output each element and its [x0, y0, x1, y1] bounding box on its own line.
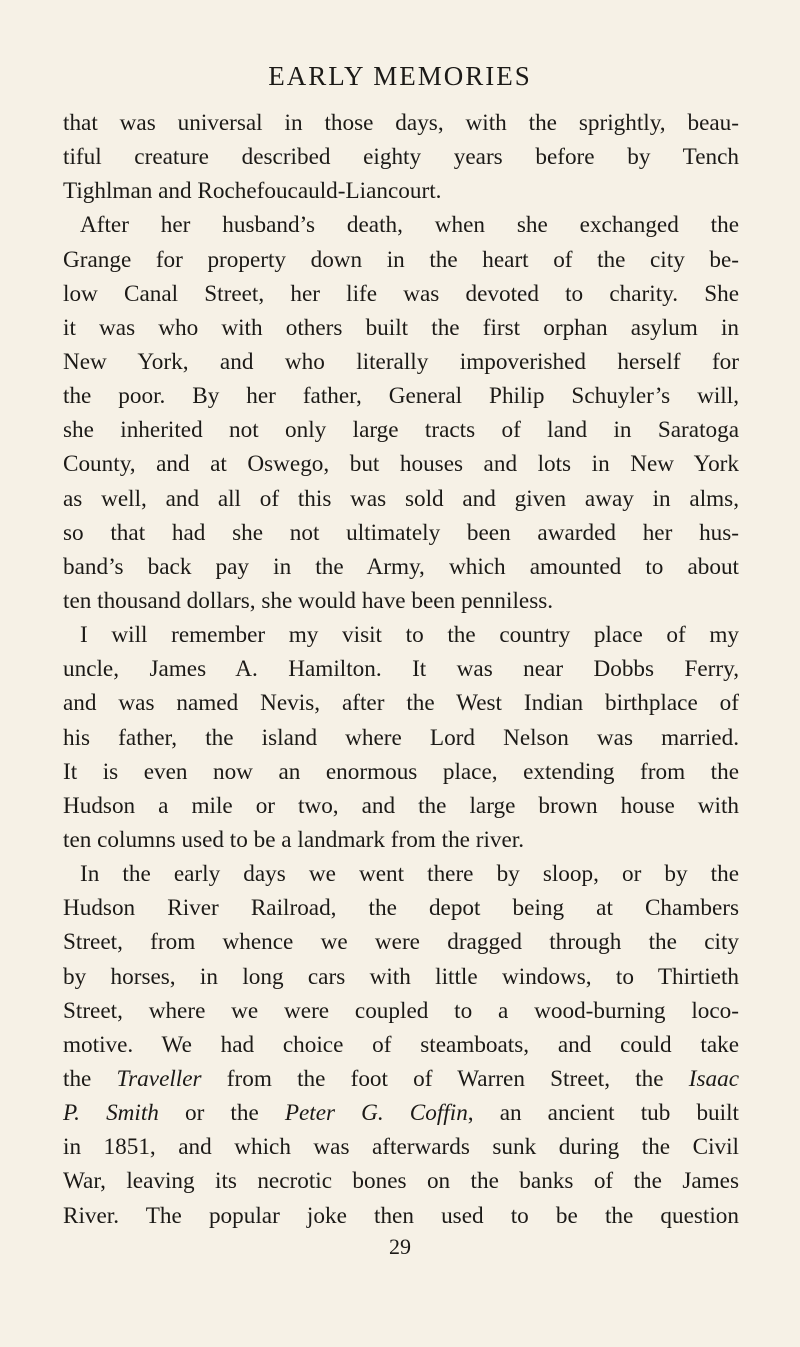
text-fragment: or the [158, 1100, 285, 1127]
text-line: In the early days we went there by sloop, or by the [80, 861, 739, 888]
text-line: and was named Nevis, after the West Indian birthplace of [63, 690, 739, 717]
ship-name-smith: P. Smith [63, 1100, 159, 1127]
text-line: County, and at Oswego, but houses and lots in New York [63, 451, 739, 478]
text-line: It is even now an enormous place, extending from the [63, 758, 739, 785]
text-line: she inherited not only large tracts of land in Saratoga [63, 417, 739, 444]
text-line: Grange for property down in the heart of the city be- [63, 246, 739, 273]
text-fragment: from the foot of Warren Street, the [201, 1065, 689, 1092]
running-head: EARLY MEMORIES [268, 61, 532, 91]
body-text [63, 106, 739, 1233]
text-line: so that had she not ultimately been awarded her hus- [63, 519, 739, 546]
text-lines-tail [63, 1130, 739, 1232]
text-line: I will remember my visit to the country place of my [80, 622, 739, 649]
text-line: tiful creature described eighty years before by Tench [63, 144, 739, 171]
text-lines [63, 106, 739, 1062]
text-line: by horses, in long cars with little windows, to Thirtieth [63, 963, 739, 990]
text-line: band’s back pay in the Army, which amounted to about [63, 553, 739, 580]
text-fragment: , an ancient tub built [467, 1100, 739, 1127]
text-line: War, leaving its necrotic bones on the banks of the James [63, 1168, 739, 1195]
text-line: ten columns used to be a landmark from the river. [63, 826, 525, 853]
text-line-traveller [63, 1062, 739, 1096]
text-line: Hudson River Railroad, the depot being at Chambers [63, 895, 739, 922]
text-line: uncle, James A. Hamilton. It was near Dobbs Ferry, [63, 656, 739, 683]
ship-name-coffin: Peter G. Coffin [284, 1100, 468, 1127]
ship-name-traveller: Traveller [116, 1065, 202, 1092]
text-line: Street, where we were coupled to a wood-burning loco- [63, 997, 739, 1024]
text-fragment: the [63, 1065, 117, 1092]
text-line: New York, and who literally impoverished herself for [63, 348, 739, 375]
text-line: motive. We had choice of steamboats, and could take [63, 1031, 739, 1058]
text-line: it was who with others built the first orphan asylum in [63, 314, 739, 341]
page-number: 29 [389, 1234, 411, 1259]
text-line: After her husband’s death, when she exchanged the [80, 212, 739, 239]
text-line: Street, from whence we were dragged through the city [63, 929, 739, 956]
text-line: his father, the island where Lord Nelson was married. [63, 724, 739, 751]
text-line: low Canal Street, her life was devoted to charity. She [63, 280, 739, 307]
text-line: that was universal in those days, with the sprightly, beau- [63, 110, 739, 136]
text-line: the poor. By her father, General Philip Schuyler’s will, [63, 383, 739, 410]
text-line: Tighlman and Rochefoucauld-Liancourt. [63, 178, 442, 205]
text-line: Hudson a mile or two, and the large brown house with [63, 792, 739, 819]
text-line: as well, and all of this was sold and given away in alms, [63, 485, 739, 512]
text-line: in 1851, and which was afterwards sunk during the Civil [63, 1134, 739, 1161]
ship-name-isaac: Isaac [688, 1065, 739, 1092]
text-line: River. The popular joke then used to be the question [63, 1202, 739, 1229]
text-line: ten thousand dollars, she would have been penniless. [63, 587, 554, 614]
text-line-smith [63, 1096, 739, 1130]
